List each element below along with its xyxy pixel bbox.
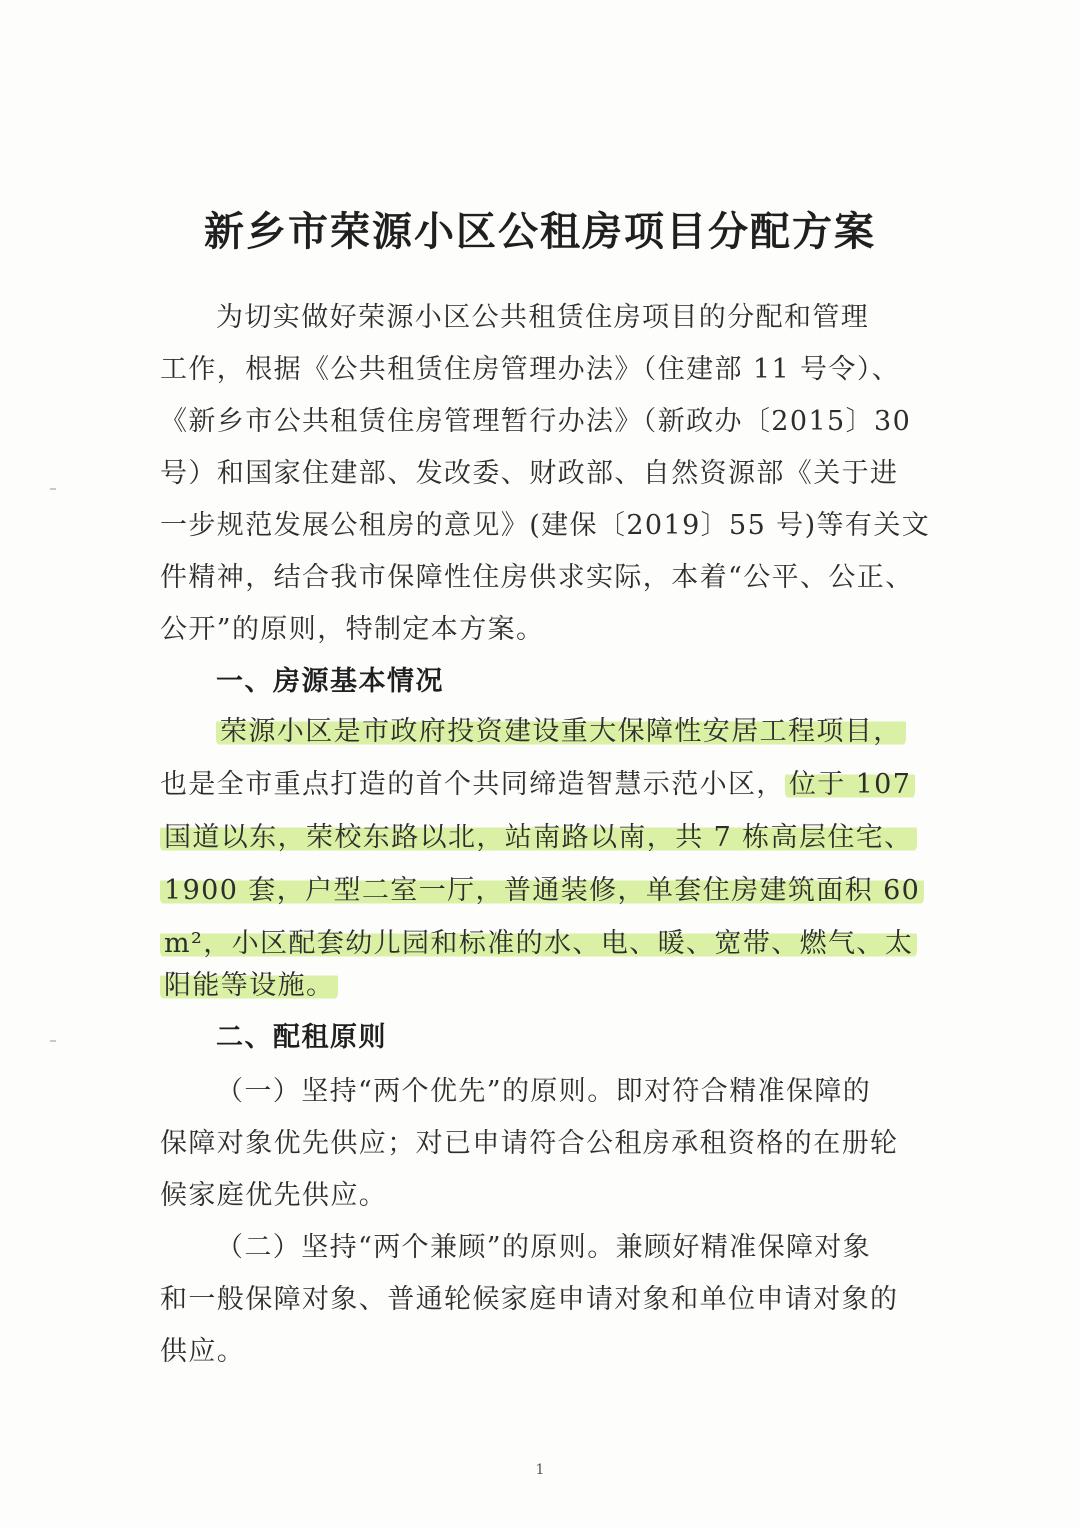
highlighted-text: 1900 套，户型二室一厅，普通装修，单套住房建筑面积 60 [160, 875, 924, 906]
scan-edge-mark [50, 1040, 56, 1042]
principle-line: 和一般保障对象、普通轮候家庭申请对象和单位申请对象的 [160, 1284, 899, 1315]
intro-line: 一步规范发展公租房的意见》(建保〔2019〕55 号)等有关文 [160, 510, 931, 541]
intro-line: 号）和国家住建部、发改委、财政部、自然资源部《关于进 [160, 458, 899, 489]
section1-line [160, 818, 913, 858]
highlighted-text: 位于 107 [785, 769, 916, 800]
section-heading-housing: 一、房源基本情况 [216, 666, 444, 697]
principle-line: （二）坚持“两个兼顾”的原则。兼顾好精准保障对象 [216, 1232, 872, 1263]
intro-line: 件精神，结合我市保障性住房供求实际，本着“公平、公正、 [160, 562, 914, 593]
intro-line: 为切实做好荣源小区公共租赁住房项目的分配和管理 [216, 302, 870, 333]
scan-edge-mark [50, 488, 56, 490]
intro-line: 工作，根据《公共租赁住房管理办法》（住建部 11 号令）、 [160, 354, 901, 385]
principle-line: 供应。 [160, 1336, 246, 1367]
principle-line: 候家庭优先供应。 [160, 1180, 388, 1211]
plain-text: 也是全市重点打造的首个共同缔造智慧示范小区， [160, 769, 785, 800]
section1-line [160, 924, 914, 964]
highlighted-text: m²，小区配套幼儿园和标准的水、电、暖、宽带、燃气、太 [160, 928, 917, 959]
highlighted-text: 荣源小区是市政府投资建设重大保障性安居工程项目， [216, 716, 906, 747]
principle-line: （一）坚持“两个优先”的原则。即对符合精准保障的 [216, 1076, 872, 1107]
highlighted-text: 国道以东，荣校东路以北，站南路以南，共 7 栋高层住宅、 [160, 822, 917, 853]
document-title: 新乡市荣源小区公租房项目分配方案 [204, 209, 876, 255]
intro-line: 《新乡市公共租赁住房管理暂行办法》（新政办〔2015〕30 [160, 406, 912, 437]
highlighted-text: 阳能等设施。 [160, 970, 338, 1001]
principle-line: 保障对象优先供应；对已申请符合公租房承租资格的在册轮 [160, 1128, 899, 1159]
intro-line: 公开”的原则，特制定本方案。 [160, 614, 545, 645]
section1-line [160, 765, 910, 805]
section1-line [160, 871, 921, 911]
section-heading-principles: 二、配租原则 [216, 1022, 387, 1053]
page-number: 1 [535, 1462, 545, 1478]
section1-line [160, 966, 910, 1006]
section1-line [216, 712, 910, 752]
